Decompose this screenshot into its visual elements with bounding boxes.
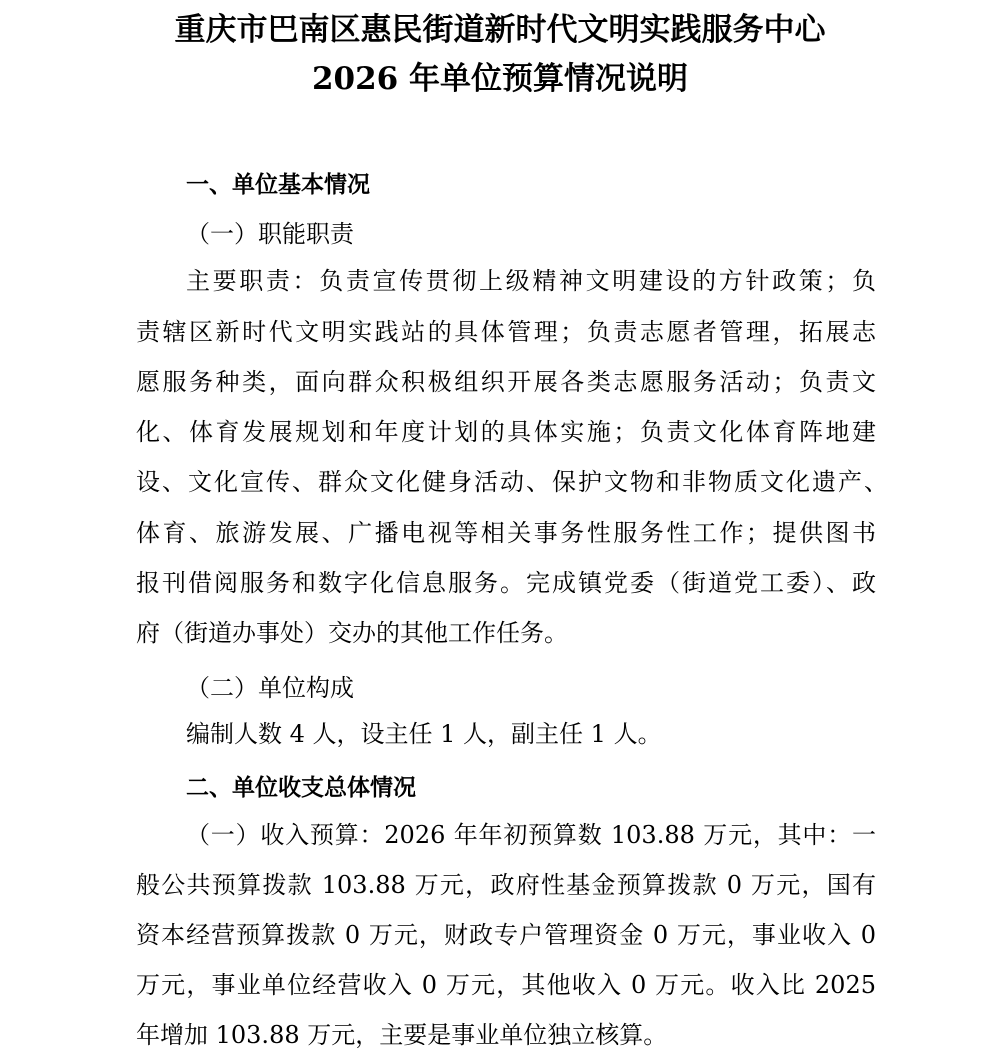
paragraph-line: 报刊借阅服务和数字化信息服务。完成镇党委（街道党工委）、政 (136, 569, 876, 597)
paragraph-line-staffing: 编制人数 4 人，设主任 1 人，副主任 1 人。 (186, 720, 662, 748)
paragraph-line: 化、体育发展规划和年度计划的具体实施；负责文化体育阵地建 (136, 418, 876, 446)
document-title-line-1: 重庆市巴南区惠民街道新时代文明实践服务中心 (174, 12, 826, 48)
paragraph-line: （一）收入预算：2026 年年初预算数 103.88 万元，其中：一 (186, 821, 876, 849)
paragraph-line: 般公共预算拨款 103.88 万元，政府性基金预算拨款 0 万元，国有 (136, 871, 876, 899)
paragraph-line: 责辖区新时代文明实践站的具体管理；负责志愿者管理，拓展志 (136, 318, 876, 346)
document-title-line-2: 2026 年单位预算情况说明 (311, 61, 689, 97)
subsection-heading-duties: （一）职能职责 (186, 220, 354, 248)
paragraph-line: 主要职责：负责宣传贯彻上级精神文明建设的方针政策；负 (186, 267, 876, 295)
paragraph-line: 年增加 103.88 万元，主要是事业单位独立核算。 (136, 1021, 668, 1049)
paragraph-line: 万元，事业单位经营收入 0 万元，其他收入 0 万元。收入比 2025 (136, 971, 876, 999)
paragraph-line: 设、文化宣传、群众文化健身活动、保护文物和非物质文化遗产、 (136, 468, 888, 496)
section-heading-budget-overview: 二、单位收支总体情况 (186, 774, 416, 801)
paragraph-line: 资本经营预算拨款 0 万元，财政专户管理资金 0 万元，事业收入 0 (136, 921, 876, 949)
section-heading-basic-info: 一、单位基本情况 (186, 171, 370, 198)
paragraph-line: 府（街道办事处）交办的其他工作任务。 (136, 619, 568, 647)
paragraph-line: 体育、旅游发展、广播电视等相关事务性服务性工作；提供图书 (136, 519, 876, 547)
subsection-heading-composition: （二）单位构成 (186, 674, 354, 702)
paragraph-line: 愿服务种类，面向群众积极组织开展各类志愿服务活动；负责文 (136, 368, 876, 396)
